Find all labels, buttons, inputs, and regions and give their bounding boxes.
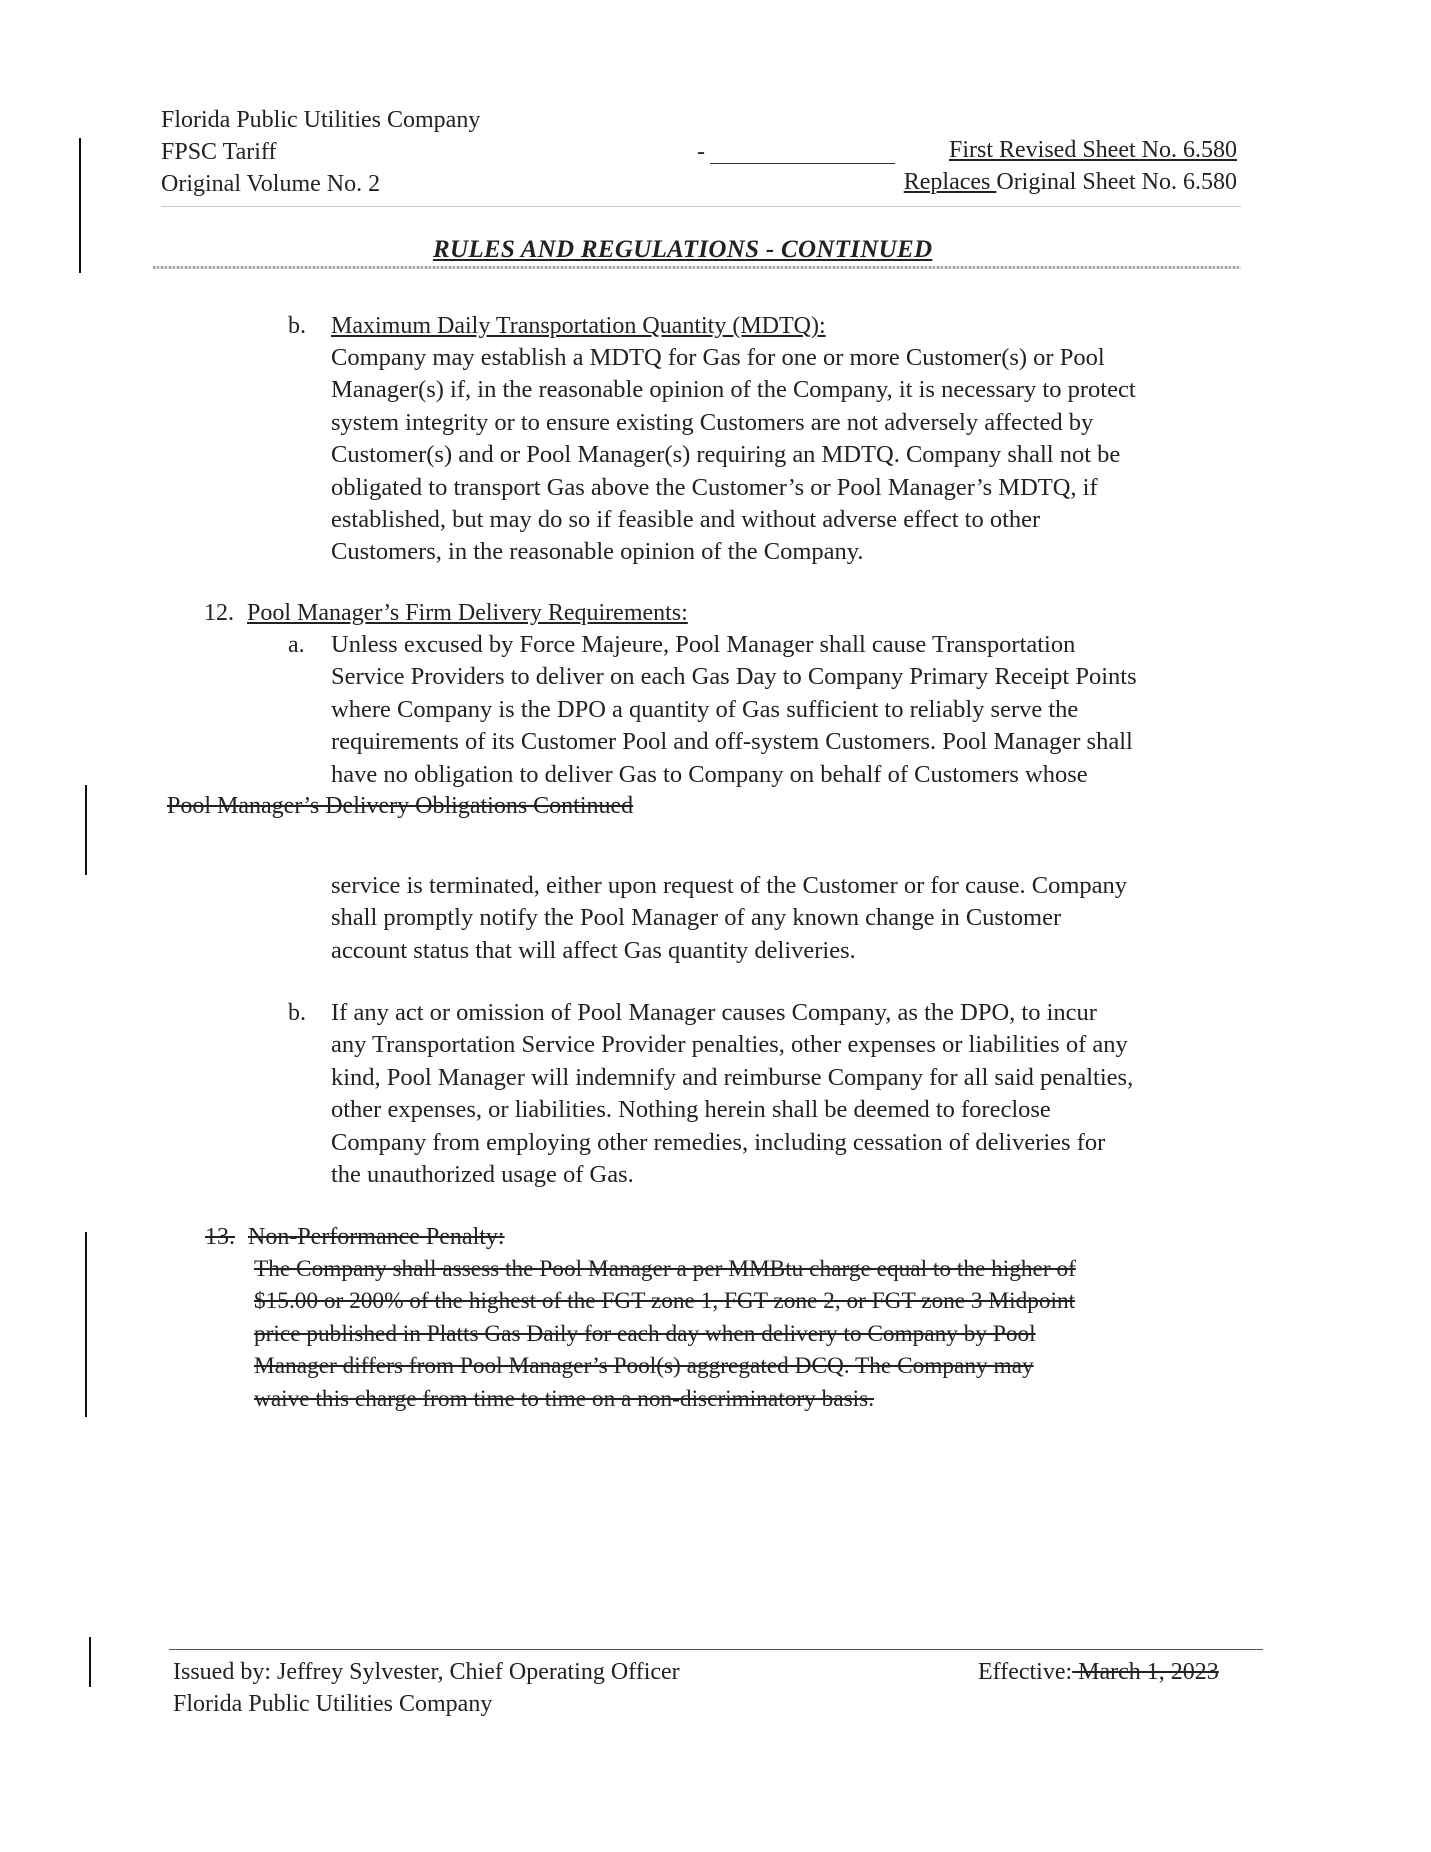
section-b-line: Customer(s) and or Pool Manager(s) requiring an MDTQ. Company shall not be [331,441,1121,469]
change-bar-section-13 [85,1232,87,1417]
section-12b-line: any Transportation Service Provider penalties, other expenses or liabilities of any [331,1031,1128,1059]
effective-label: Effective: [978,1659,1073,1685]
section-13-line: Manager differs from Pool Manager’s Pool(s) aggregated DCQ. The Company may [254,1353,1034,1380]
section-b-title: Maximum Daily Transportation Quantity (MDTQ): [331,313,826,339]
sheet-replaces-underlined: Replaces [903,169,997,195]
header-tariff: FPSC Tariff [161,139,277,165]
footer-effective [978,1656,1219,1688]
sheet-replaces [904,166,1237,198]
section-12a-marker: a. [288,632,305,658]
section-b-line: established, but may do so if feasible and without adverse effect to other [331,506,1041,534]
section-12a-line: Service Providers to deliver on each Gas Day to Company Primary Receipt Points [331,663,1137,691]
section-b-line: Company may establish a MDTQ for Gas for one or more Customer(s) or Pool [331,344,1105,371]
heading-rule [153,266,1241,269]
section-12b-line: kind, Pool Manager will indemnify and reimburse Company for all said penalties, [331,1063,1134,1091]
section-13-line: The Company shall assess the Pool Manager a per MMBtu charge equal to the higher of [254,1256,1076,1282]
section-b-line: Customers, in the reasonable opinion of the Company. [331,538,864,566]
continuation-line: shall promptly notify the Pool Manager of any known change in Customer [331,904,1062,932]
section-12a-line: Unless excused by Force Majeure, Pool Manager shall cause Transportation [331,631,1076,658]
header-sheet-underline [710,163,895,164]
footer-issued-by: Issued by: Jeffrey Sylvester, Chief Operating Officer [173,1659,680,1685]
section-12b-body [331,997,1133,1191]
header-company: Florida Public Utilities Company [161,107,481,133]
section-13-line: price published in Platts Gas Daily for each day when delivery to Company by Pool [254,1320,1036,1347]
sheet-replaces-rest: Original Sheet No. 6.580 [996,169,1237,195]
section-13-body [254,1253,1076,1415]
section-b-line: obligated to transport Gas above the Customer’s or Pool Manager’s MDTQ, if [331,473,1098,501]
section-12b-marker: b. [288,1000,306,1026]
footer-rule [169,1649,1263,1650]
section-13-title: Non-Performance Penalty: [248,1224,505,1250]
section-12-title: Pool Manager’s Firm Delivery Requirements: [247,600,688,626]
sheet-number: First Revised Sheet No. 6.580 [949,137,1237,163]
section-12a-body [331,629,1137,791]
section-12b-line: other expenses, or liabilities. Nothing herein shall be deemed to foreclose [331,1096,1051,1124]
page-title: RULES AND REGULATIONS - CONTINUED [433,236,933,263]
section-12b-line: the unauthorized usage of Gas. [331,1161,634,1189]
section-b-line: Manager(s) if, in the reasonable opinion of the Company, it is necessary to protect [331,376,1136,404]
change-bar-header [79,138,81,273]
section-13-line: $15.00 or 200% of the highest of the FGT zone 1, FGT zone 2, or FGT zone 3 Midpoint [254,1288,1076,1315]
header-volume: Original Volume No. 2 [161,171,381,197]
section-b-marker: b. [288,313,306,339]
effective-date-struck: March 1, 2023 [1072,1659,1219,1685]
change-bar-section-12 [85,785,87,875]
section-12b-line: Company from employing other remedies, including cessation of deliveries for [331,1128,1106,1156]
section-12a-continuation [331,870,1127,967]
continuation-line: account status that will affect Gas quantity deliveries. [331,936,856,964]
struck-subheading: Pool Manager’s Delivery Obligations Continued [167,793,634,819]
section-b-line: system integrity or to ensure existing Customers are not adversely affected by [331,408,1094,436]
header-dash: - [697,139,705,165]
section-12a-line: have no obligation to deliver Gas to Company on behalf of Customers whose [331,760,1088,788]
section-12b-line: If any act or omission of Pool Manager causes Company, as the DPO, to incur [331,999,1097,1026]
section-13-marker: 13. [205,1224,235,1250]
header-rule [161,206,1241,207]
continuation-line: service is terminated, either upon request of the Customer or for cause. Company [331,872,1128,899]
footer-company: Florida Public Utilities Company [173,1691,493,1717]
section-12a-line: requirements of its Customer Pool and off-system Customers. Pool Manager shall [331,728,1133,756]
change-bar-footer [89,1637,91,1687]
section-b-body [331,342,1136,569]
section-12-marker: 12. [204,600,234,626]
section-13-line: waive this charge from time to time on a non-discriminatory basis. [254,1385,875,1412]
section-12a-line: where Company is the DPO a quantity of Gas sufficient to reliably serve the [331,695,1079,723]
